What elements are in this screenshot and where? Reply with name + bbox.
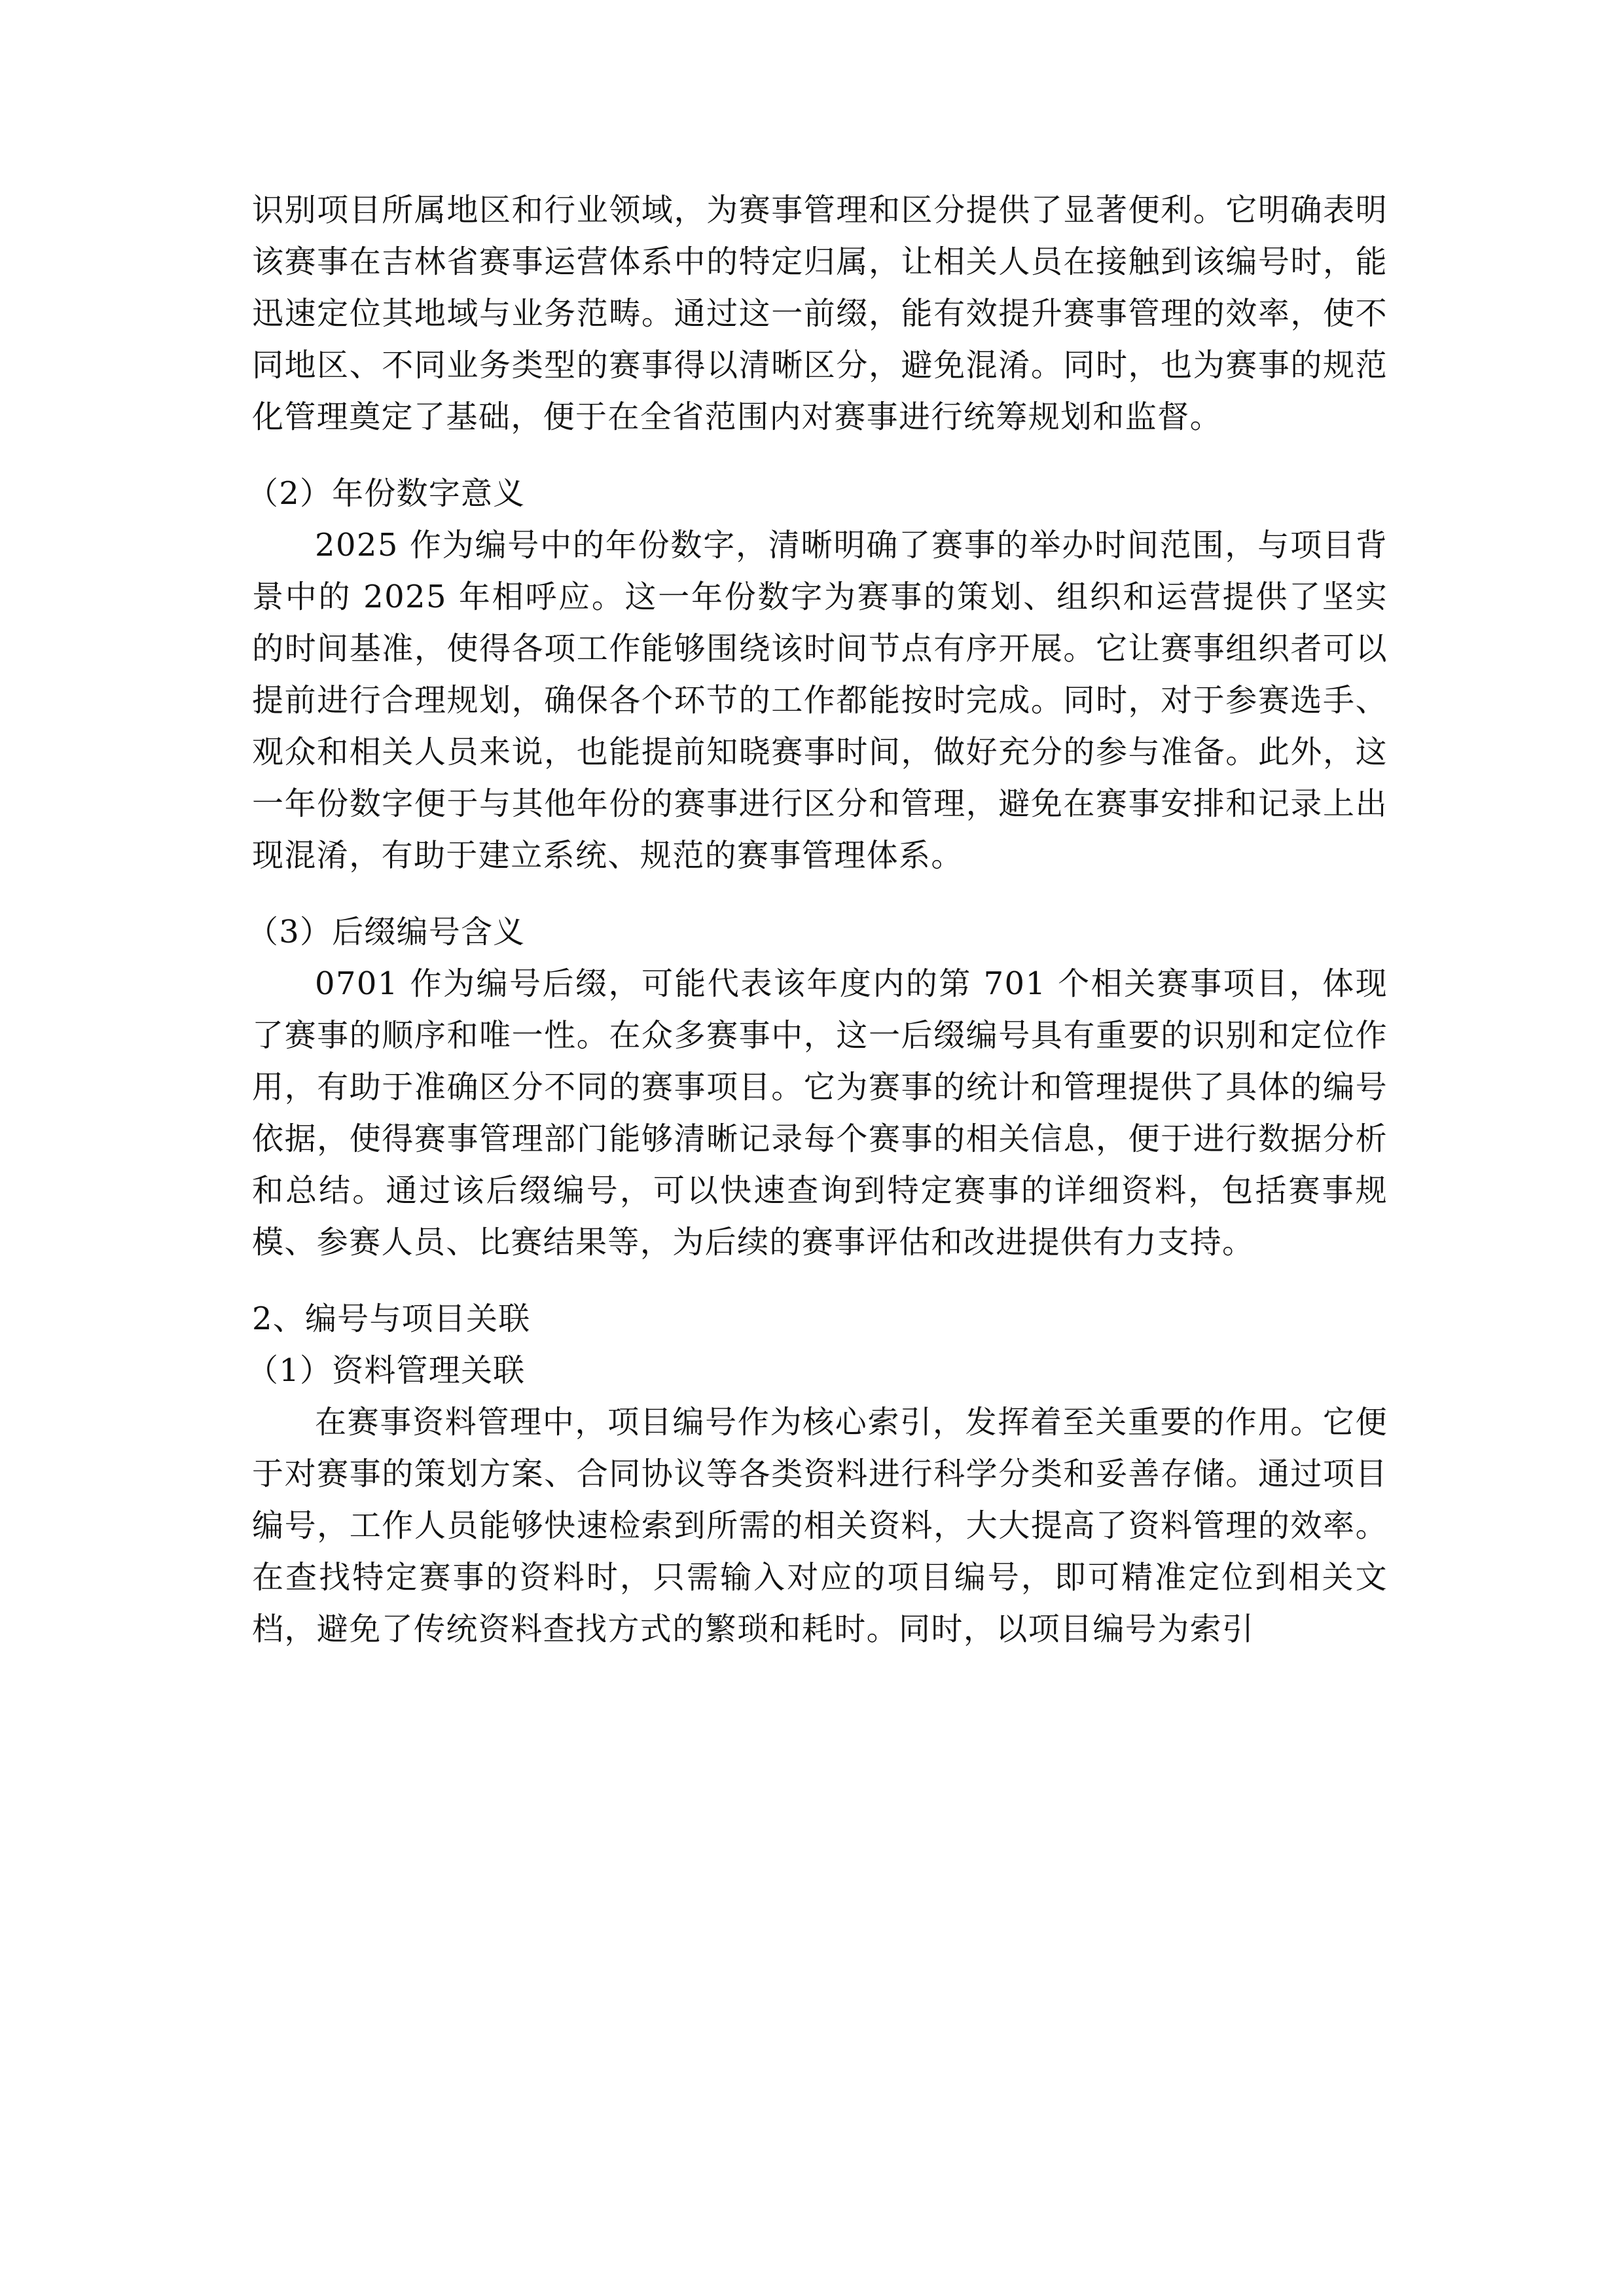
section-heading-number-project-link: 2、编号与项目关联: [252, 1300, 531, 1337]
paragraph-data-management-link: 在赛事资料管理中，项目编号作为核心索引，发挥着至关重要的作用。它便于对赛事的策划方案、合同协议等各类资料进行科学分类和妥善存储。通过项目编号，工作人员能够快速检索到所需的相关资料，大大提高了资料管理的效率。在查找特定赛事的资料时，只需输入对应的项目编号，即可精准定位到相关文档，避免了传统资料查找方式的繁琐和耗时。同时，以项目编号为索引: [252, 1404, 1388, 1647]
paragraph-prefix-meaning-continued: 识别项目所属地区和行业领域，为赛事管理和区分提供了显著便利。它明确表明该赛事在吉林省赛事运营体系中的特定归属，让相关人员在接触到该编号时，能迅速定位其地域与业务范畴。通过这一前缀，能有效提升赛事管理的效率，使不同地区、不同业务类型的赛事得以清晰区分，避免混淆。同时，也为赛事的规范化管理奠定了基础，便于在全省范围内对赛事进行统筹规划和监督。: [252, 192, 1388, 435]
subheading-year-number-meaning: （2）年份数字意义: [247, 475, 526, 512]
subheading-data-management-link: （1）资料管理关联: [247, 1352, 526, 1389]
document-body: [247, 185, 1388, 1655]
subheading-suffix-number-meaning: （3）后缀编号含义: [247, 914, 526, 950]
paragraph-year-number-meaning: 2025 作为编号中的年份数字，清晰明确了赛事的举办时间范围，与项目背景中的 2025 年相呼应。这一年份数字为赛事的策划、组织和运营提供了坚实的时间基准，使得各项工作能够围绕该时间节点有序开展。它让赛事组织者可以提前进行合理规划，确保各个环节的工作都能按时完成。同时，对于参赛选手、观众和相关人员来说，也能提前知晓赛事时间，做好充分的参与准备。此外，这一年份数字便于与其他年份的赛事进行区分和管理，避免在赛事安排和记录上出现混淆，有助于建立系统、规范的赛事管理体系。: [252, 527, 1388, 874]
paragraph-suffix-number-meaning: 0701 作为编号后缀，可能代表该年度内的第 701 个相关赛事项目，体现了赛事的顺序和唯一性。在众多赛事中，这一后缀编号具有重要的识别和定位作用，有助于准确区分不同的赛事项目。它为赛事的统计和管理提供了具体的编号依据，使得赛事管理部门能够清晰记录每个赛事的相关信息，便于进行数据分析和总结。通过该后缀编号，可以快速查询到特定赛事的详细资料，包括赛事规模、参赛人员、比赛结果等，为后续的赛事评估和改进提供有力支持。: [252, 965, 1388, 1261]
